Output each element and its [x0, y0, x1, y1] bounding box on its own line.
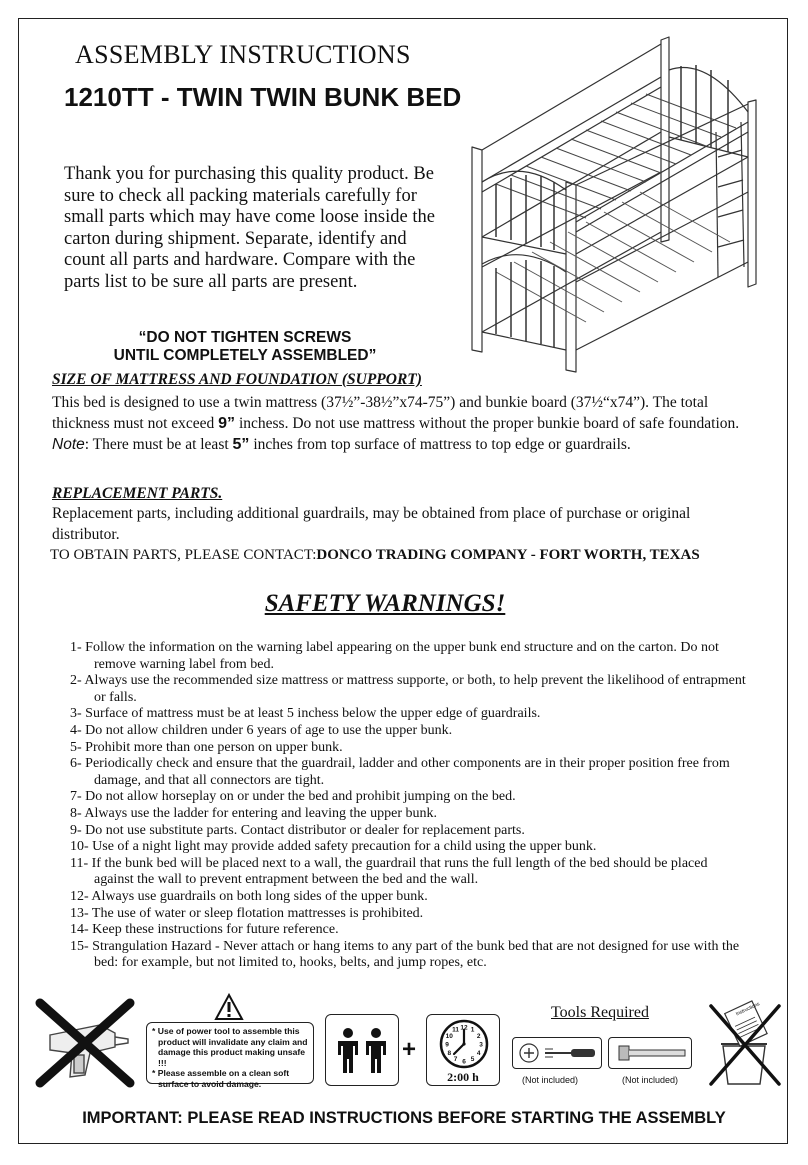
contact-label: TO OBTAIN PARTS, PLEASE CONTACT: — [50, 547, 317, 563]
warning-item: 6- Periodically check and ensure that the guardrail, ladder and other components are in their proper position free from damage, and that all connectors are tight. — [70, 756, 730, 788]
allen-wrench-box — [608, 1037, 692, 1069]
assembly-time-box — [426, 1014, 500, 1086]
safety-warnings-list — [70, 640, 750, 972]
assembly-time: 2:00 h — [447, 1070, 479, 1084]
clock-number: 2 — [476, 1032, 481, 1040]
warning-item: 7- Do not allow horseplay on or under the bed and prohibit jumping on the bed. — [70, 789, 516, 805]
safety-warnings-title: SAFETY WARNINGS! — [264, 590, 506, 617]
model-title: 1210TT - TWIN TWIN BUNK BED — [64, 82, 462, 112]
warning-triangle-icon — [214, 993, 244, 1021]
clock-number: 12 — [460, 1024, 468, 1032]
clock-number: 4 — [476, 1049, 481, 1057]
clock-number: 9 — [445, 1041, 449, 1049]
note-label: Note — [52, 436, 85, 453]
replacement-title: REPLACEMENT PARTS. — [52, 485, 223, 502]
screwdriver-icon — [513, 1038, 601, 1068]
clock-number: 1 — [470, 1026, 475, 1034]
warning-item: 11- If the bunk bed will be placed next to a wall, the guardrail that runs the full length of the bed should be placed against the wall to prevent entrapment between the bed and the wall. — [70, 855, 708, 888]
mattress-note — [52, 434, 752, 455]
do-not-discard-instructions-group — [705, 1000, 785, 1088]
clock-number: 6 — [462, 1058, 466, 1066]
plus-sign: + — [402, 1036, 417, 1063]
mattress-text-1: This bed is designed to use a twin mattress (37½”-38½”x74-75”) and bunkie board (37½“x74”). The total thickness must not exceed — [52, 394, 709, 432]
warning-item: 8- Always use the ladder for entering and leaving the upper bunk. — [70, 805, 438, 821]
clock-number: 5 — [470, 1056, 475, 1063]
allen-wrench-icon — [609, 1038, 691, 1068]
clock-icon — [435, 1018, 493, 1070]
warning-item: 14- Keep these instructions for future reference. — [70, 922, 339, 938]
clock-number: 10 — [445, 1032, 453, 1040]
document-title: ASSEMBLY INSTRUCTIONS — [75, 40, 411, 69]
power-tool-line: * Please assemble on a clean soft — [152, 1068, 290, 1079]
two-persons-icon — [326, 1015, 398, 1085]
no-power-drill-icon — [30, 995, 140, 1090]
do-not-tighten-notice — [60, 329, 430, 365]
tools-required-title: Tools Required — [551, 1004, 649, 1021]
warning-item: 9- Do not use substitute parts. Contact distributor or dealer for replacement parts. — [70, 822, 525, 838]
clock-number: 7 — [453, 1056, 458, 1063]
replacement-section — [52, 485, 752, 545]
clock-number: 11 — [452, 1026, 459, 1034]
power-tool-warning-box — [146, 1022, 314, 1089]
bunk-bed-illustration — [466, 32, 766, 377]
warning-item: 13- The use of water or sleep flotation mattresses is prohibited. — [70, 905, 424, 921]
intro-text: Thank you for purchasing this quality product. Be sure to check all packing materials carefully for small parts which may have come loose inside the carton during shipment. Separate, identify and count all parts and hardware. Compare with the parts list to be sure all parts are present. — [64, 164, 435, 292]
not-included-label-1: (Not included) — [522, 1075, 579, 1085]
instructions-tag: Instructions — [735, 1001, 761, 1018]
mattress-text — [52, 392, 752, 434]
warning-item: 2- Always use the recommended size mattress or mattress supporte, or both, to help prevent the likelihood of entrapment or falls. — [70, 673, 746, 705]
warning-item: 4- Do not allow children under 6 years of age to use the upper bunk. — [70, 722, 453, 738]
min-gap-value: 5” — [232, 436, 250, 453]
warning-item: 1- Follow the information on the warning label appearing on the upper bunk end structure and on the carton. Do not remove warning label from bed. — [70, 640, 719, 672]
contact-name: DONCO TRADING COMPANY - FORT WORTH, TEXAS — [316, 547, 700, 563]
warning-item: 5- Prohibit more than one person on upper bunk. — [70, 739, 343, 755]
clock-number: 3 — [479, 1041, 483, 1049]
tighten-line-1: “DO NOT TIGHTEN SCREWS — [138, 329, 352, 346]
two-persons-box — [325, 1014, 399, 1086]
power-tool-line: * Use of power tool to assemble this — [152, 1026, 300, 1036]
important-footer: IMPORTANT: PLEASE READ INSTRUCTIONS BEFORE STARTING THE ASSEMBLY — [82, 1109, 726, 1127]
screwdriver-box — [512, 1037, 602, 1069]
clock-number: 8 — [447, 1049, 452, 1057]
warning-item: 10- Use of a night light may provide added safety precaution for a child using the upper bunk. — [70, 839, 597, 855]
mattress-text-2: inchess. Do not use mattress without the proper bunkie board of safe foundation. — [238, 415, 740, 432]
warning-item: 15- Strangulation Hazard - Never attach or hang items to any part of the bunk bed that are not designed for use with the bed: for example, but not limited to, hooks, belts, and jump ropes, etc. — [70, 938, 740, 971]
warning-item: 3- Surface of mattress must be at least 5 inchess below the upper edge of guardrails. — [70, 706, 541, 722]
warning-item: 12- Always use guardrails on both long sides of the upper bunk. — [70, 888, 428, 904]
power-tool-line: product will invalidate any claim and — [158, 1036, 308, 1047]
mattress-section — [52, 371, 752, 455]
replacement-text: Replacement parts, including additional guardrails, may be obtained from place of purchase or original distributor. — [52, 505, 691, 543]
not-included-label-2: (Not included) — [622, 1075, 679, 1085]
mattress-section-title: SIZE OF MATTRESS AND FOUNDATION (SUPPORT) — [52, 371, 422, 388]
note-text-2: inches from top surface of mattress to top edge or guardrails. — [253, 436, 631, 453]
power-tool-line: surface to avoid damage. — [158, 1078, 262, 1089]
tighten-line-2: UNTIL COMPLETELY ASSEMBLED” — [113, 347, 377, 364]
power-tool-line: damage this product making unsafe !!! — [158, 1047, 306, 1068]
contact-line — [50, 547, 770, 564]
note-text-1: : There must be at least — [84, 436, 229, 453]
max-thickness-value: 9” — [218, 415, 236, 432]
